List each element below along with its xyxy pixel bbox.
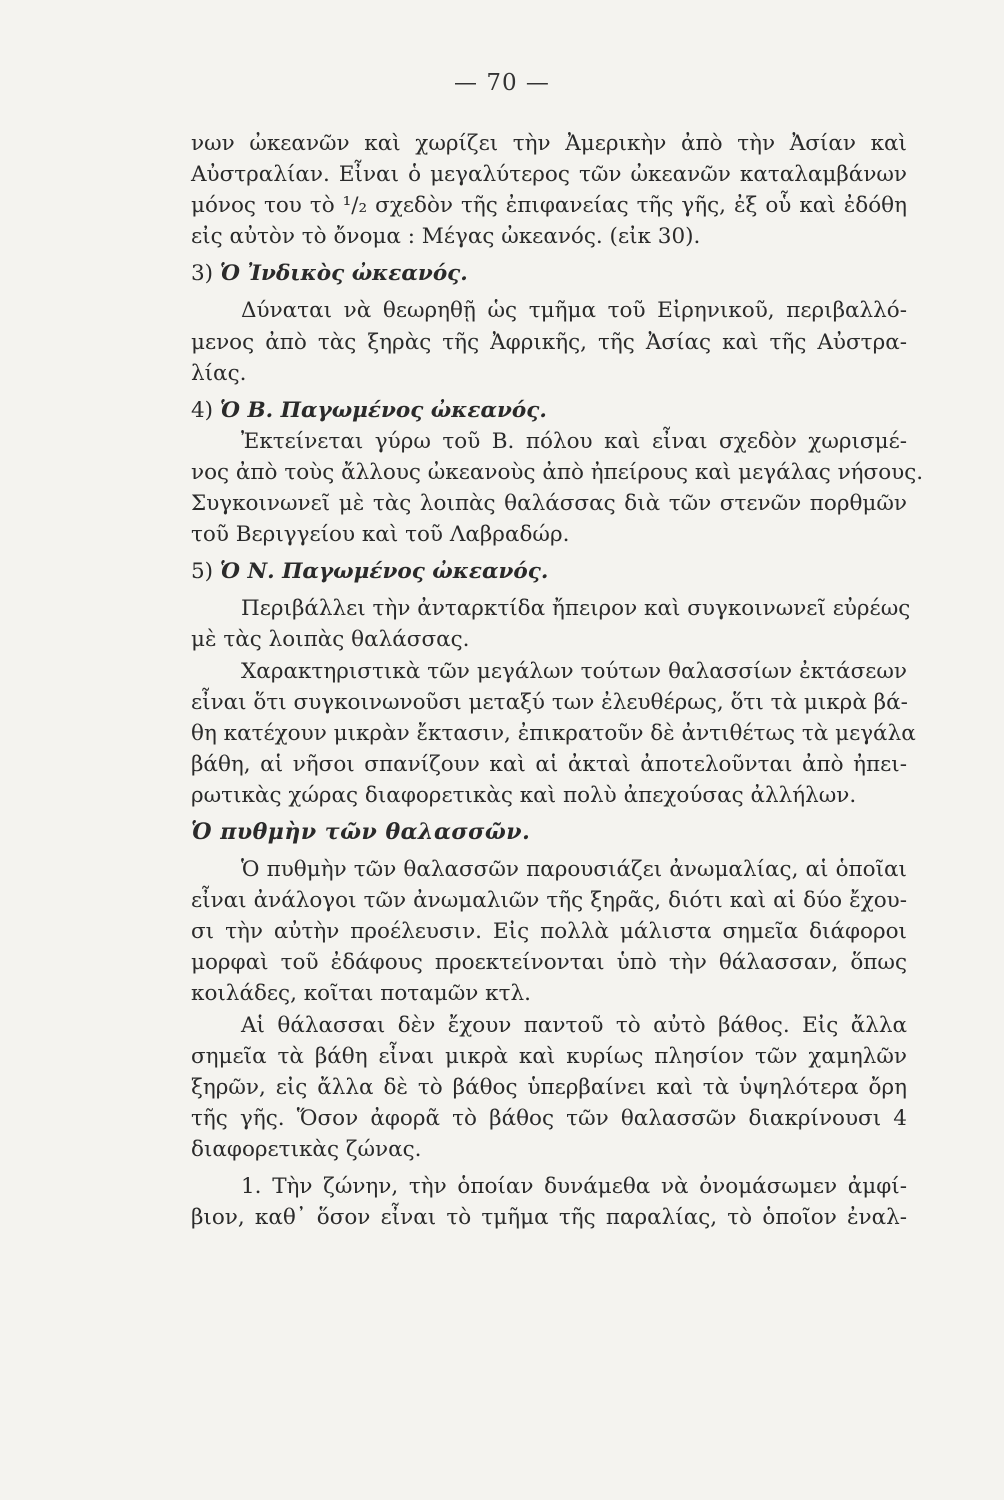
subheading-title: Ὁ Ἰνδικὸς ὠκεανός.: [219, 261, 468, 287]
text-line: τοῦ Βεριγγείου καὶ τοῦ Λαβραδώρ.: [191, 522, 570, 548]
subheading-title: Ὁ Ν. Παγωμένος ὠκεανός.: [219, 559, 549, 585]
text-line: 1. Τὴν ζώνην, τὴν ὁποίαν δυνάμεθα νὰ ὀνομάσωμεν ἀμφί-: [241, 1174, 907, 1199]
subheading-arctic-ocean: [191, 395, 907, 426]
text-line: κοιλάδες, κοῖται ποταμῶν κτλ.: [191, 981, 531, 1007]
text-line: μορφαὶ τοῦ ἐδάφους προεκτείνονται ὑπὸ τὴν θάλασσαν, ὅπως: [191, 950, 907, 976]
text-line: βιον, καθ᾽ ὅσον εἶναι τὸ τμῆμα τῆς παραλίας, τὸ ὁποῖον ἐναλ-: [191, 1205, 907, 1231]
text-line: Αὐστραλίαν. Εἶναι ὁ μεγαλύτερος τῶν ὠκεανῶν καταλαμβάνων: [191, 162, 907, 188]
section-heading-sea-floor: Ὁ πυθμὴν τῶν θαλασσῶν.: [191, 818, 531, 845]
text-line: Χαρακτηριστικὰ τῶν μεγάλων τούτων θαλασσίων ἐκτάσεων: [241, 658, 907, 684]
text-line: μενος ἀπὸ τὰς ξηρὰς τῆς Ἀφρικῆς, τῆς Ἀσίας καὶ τῆς Αὐστρα-: [191, 329, 907, 355]
text-line: ρωτικὰς χώρας διαφορετικὰς καὶ πολὺ ἀπεχούσας ἀλλήλων.: [191, 782, 857, 808]
text-line: νος ἀπὸ τοὺς ἄλλους ὠκεανοὺς ἀπὸ ἠπείρους καὶ μεγάλας νήσους.: [191, 459, 924, 485]
text-line: νων ὠκεανῶν καὶ χωρίζει τὴν Ἀμερικὴν ἀπὸ τὴν Ἀσίαν καὶ: [191, 131, 907, 156]
subheading-number: 4): [191, 397, 214, 423]
text-line: διαφορετικὰς ζώνας.: [191, 1136, 422, 1162]
subheading-indian-ocean: [191, 258, 907, 289]
text-line: Ἐκτείνεται γύρω τοῦ Β. πόλου καὶ εἶναι σχεδὸν χωρισμέ-: [241, 428, 907, 454]
text-line: μόνος του τὸ ¹/₂ σχεδὸν τῆς ἐπιφανείας τῆς γῆς, ἐξ οὗ καὶ ἐδόθη: [191, 193, 907, 219]
text-line: σι τὴν αὐτὴν προέλευσιν. Εἰς πολλὰ μάλιστα σημεῖα διάφοροι: [191, 919, 907, 945]
text-line: Δύναται νὰ θεωρηθῇ ὡς τμῆμα τοῦ Εἰρηνικοῦ, περιβαλλό-: [241, 298, 907, 324]
text-line: Περιβάλλει τὴν ἀνταρκτίδα ἤπειρον καὶ συγκοινωνεῖ εὐρέως: [241, 596, 911, 622]
text-line: μὲ τὰς λοιπὰς θαλάσσας.: [191, 627, 470, 653]
text-line: θη κατέχουν μικρὰν ἔκτασιν, ἐπικρατοῦν δὲ ἀντιθέτως τὰ μεγάλα: [191, 720, 916, 746]
text-line: Ὁ πυθμὴν τῶν θαλασσῶν παρουσιάζει ἀνωμαλίας, αἱ ὁποῖαι: [241, 857, 907, 883]
subheading-number: 5): [191, 559, 214, 585]
text-line: τῆς γῆς. Ὅσον ἀφορᾶ τὸ βάθος τῶν θαλασσῶν διακρίνουσι 4: [191, 1105, 907, 1131]
subheading-antarctic-ocean: [191, 556, 907, 587]
page-number: — 70 —: [454, 70, 550, 96]
text-line: εἶναι ἀνάλογοι τῶν ἀνωμαλιῶν τῆς ξηρᾶς, διότι καὶ αἱ δύο ἔχου-: [191, 888, 907, 914]
text-line: σημεῖα τὰ βάθη εἶναι μικρὰ καὶ κυρίως πλησίον τῶν χαμηλῶν: [191, 1043, 907, 1069]
text-line: ξηρῶν, εἰς ἄλλα δὲ τὸ βάθος ὑπερβαίνει καὶ τὰ ὑψηλότερα ὄρη: [191, 1074, 907, 1100]
text-line: εἰς αὐτὸν τὸ ὄνομα : Μέγας ὠκεανός. (εἰκ 30).: [191, 224, 701, 250]
subheading-number: 3): [191, 261, 214, 287]
text-line: Αἱ θάλασσαι δὲν ἔχουν παντοῦ τὸ αὐτὸ βάθος. Εἰς ἄλλα: [241, 1012, 907, 1038]
text-line: Συγκοινωνεῖ μὲ τὰς λοιπὰς θαλάσσας διὰ τῶν στενῶν πορθμῶν: [191, 491, 907, 517]
text-line: λίας.: [191, 360, 247, 386]
text-line: εἶναι ὅτι συγκοινωνοῦσι μεταξύ των ἐλευθέρως, ὅτι τὰ μικρὰ βά-: [191, 689, 908, 715]
body-text: [191, 128, 924, 1233]
text-line: βάθη, αἱ νῆσοι σπανίζουν καὶ αἱ ἀκταὶ ἀποτελοῦνται ἀπὸ ἠπει-: [191, 751, 907, 777]
subheading-title: Ὁ Β. Παγωμένος ὠκεανός.: [219, 397, 547, 423]
